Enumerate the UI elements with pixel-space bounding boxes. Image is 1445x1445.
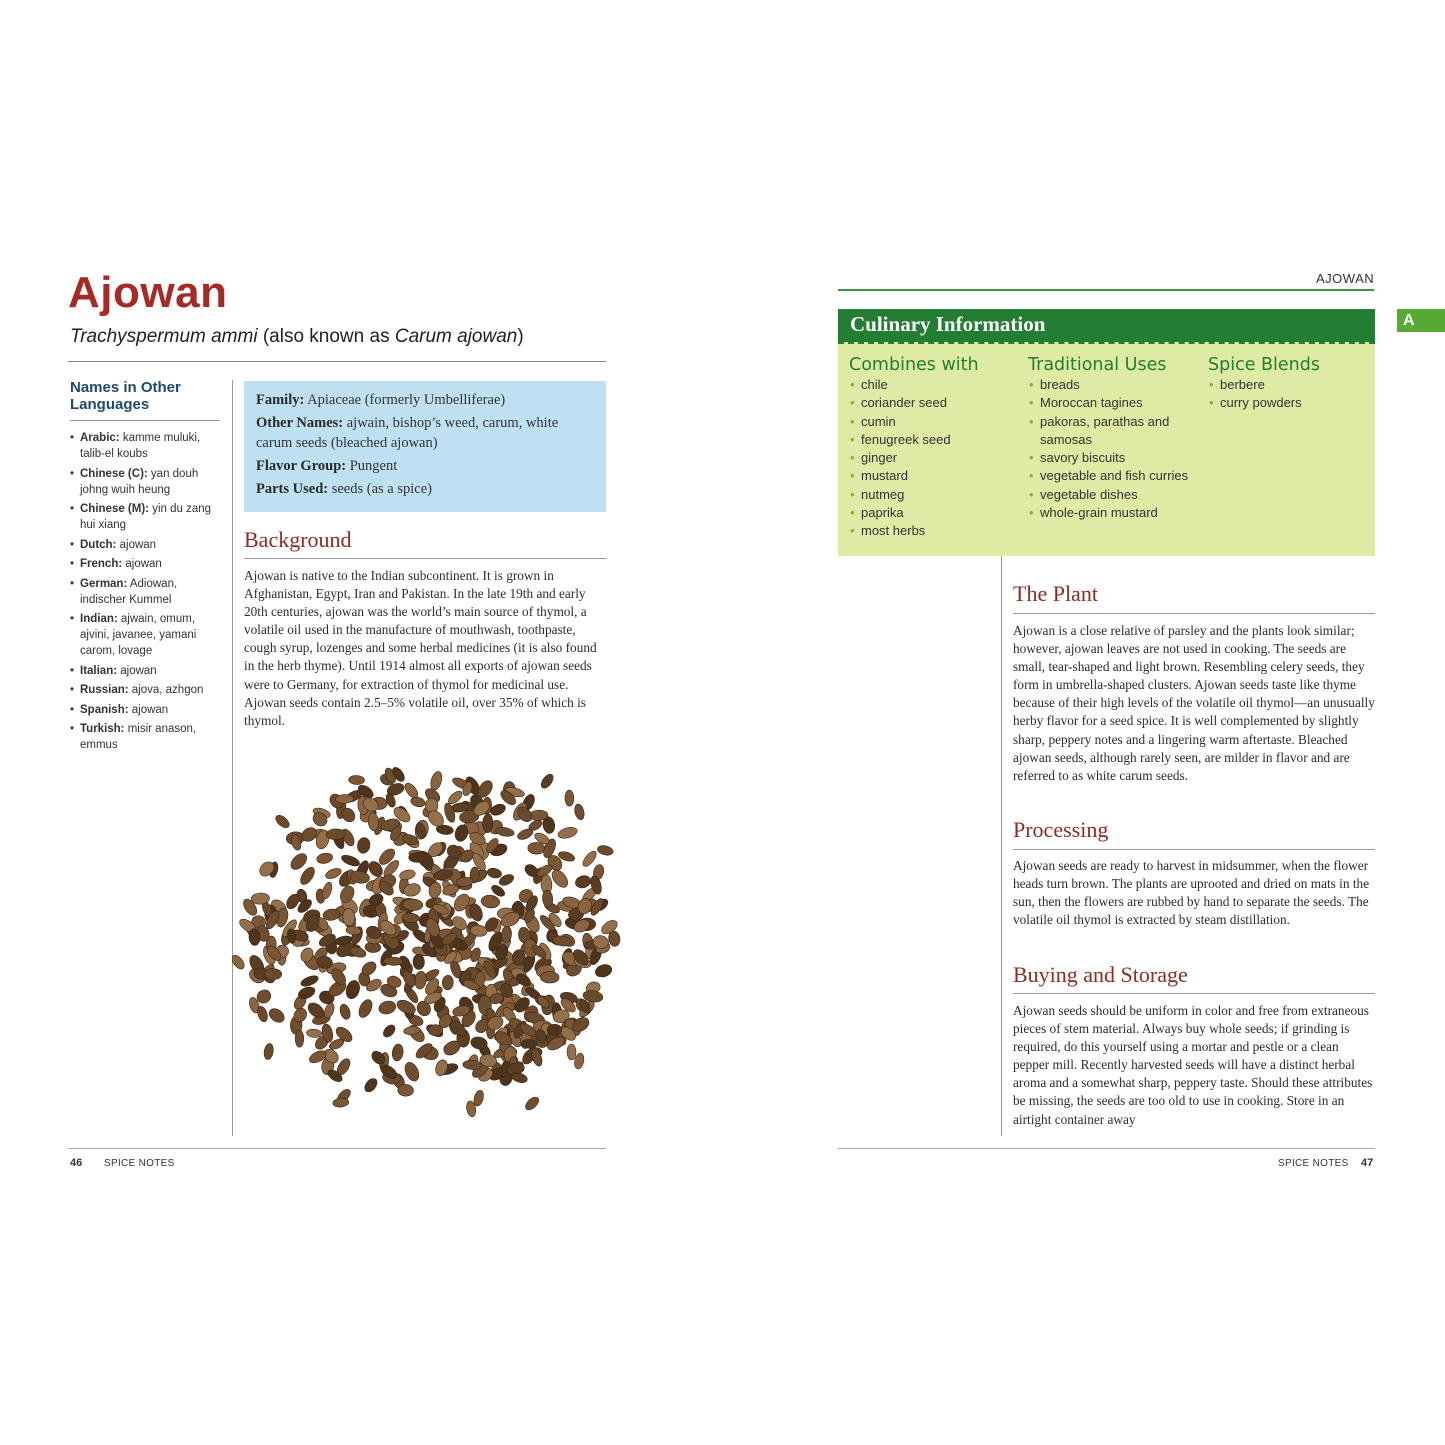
seed-shape xyxy=(362,1076,379,1094)
seed-shape xyxy=(273,813,291,830)
seed-shape xyxy=(263,1043,274,1060)
spice-blends-list xyxy=(1208,376,1368,413)
fact-other-names: Other Names: ajwain, bishop’s weed, carum, white carum seeds (bleached ajowan) xyxy=(256,415,559,451)
list-item: • nutmeg xyxy=(849,486,1019,504)
alphabet-tab: A xyxy=(1397,309,1445,332)
seed-shape xyxy=(549,867,571,890)
seed-shape xyxy=(414,971,427,990)
ajowan-seed-pile-image xyxy=(232,740,642,1120)
list-item: • French: ajowan xyxy=(70,556,220,572)
names-in-other-languages-heading: Names in Other Languages xyxy=(70,379,181,413)
list-item: • vegetable and fish curries xyxy=(1028,467,1198,485)
seed-shape xyxy=(232,953,247,971)
seed-shape xyxy=(573,803,586,821)
footer-label-right: SPICE NOTES xyxy=(1278,1158,1349,1169)
seed-shape xyxy=(348,775,364,785)
list-item: • most herbs xyxy=(849,522,1019,540)
page-number-left: 46 xyxy=(70,1157,83,1169)
seed-shape xyxy=(402,1060,421,1083)
list-item: • Chinese (M): yin du zang hui xiang xyxy=(70,501,220,533)
seed-shape xyxy=(264,968,282,980)
footer-label-left: SPICE NOTES xyxy=(104,1158,175,1169)
scientific-name-end: ) xyxy=(517,326,524,347)
list-item: • Russian: ajova, azhgon xyxy=(70,682,220,698)
combines-with-list xyxy=(849,376,1019,541)
traditional-uses-heading: Traditional Uses xyxy=(1028,355,1167,375)
seed-shape xyxy=(267,1006,287,1025)
seed-shape xyxy=(316,852,334,865)
list-item: • curry powders xyxy=(1208,394,1368,412)
seed-shape xyxy=(567,1044,576,1060)
seed-shape xyxy=(480,894,500,909)
scientific-name-connector: (also known as xyxy=(257,326,395,347)
list-item: • Dutch: ajowan xyxy=(70,537,220,553)
seed-shape xyxy=(581,849,599,869)
seed-shape xyxy=(413,954,425,970)
background-heading-divider xyxy=(244,558,606,559)
seed-shape xyxy=(528,842,546,855)
seed-shape xyxy=(340,853,361,868)
footer-divider-right xyxy=(838,1148,1375,1149)
list-item: • Italian: ajowan xyxy=(70,663,220,679)
seed-shape xyxy=(356,998,374,1020)
list-item: • Turkish: misir anason, emmus xyxy=(70,721,220,753)
fact-parts-used: Parts Used: seeds (as a spice) xyxy=(256,481,432,497)
seed-shape xyxy=(463,1060,482,1070)
seed-shape xyxy=(428,1025,443,1036)
facts-box xyxy=(244,381,606,512)
list-item: • breads xyxy=(1028,376,1198,394)
spice-title: Ajowan xyxy=(68,268,228,317)
plant-text: Ajowan is a close relative of parsley and the plants look similar; however, ajowan leaves are not used in cooking. The seeds are small, tear-shaped and light brown. Resembling celery seeds, they form in umbrella-shaped clusters. Ajowan seeds taste like thyme because of their high levels of the volatile oil thymol—an unusually herby flavor for a seed spice. It is well complemented by slightly sharp, peppery notes and a lingering warm aftertaste. Bleached ajowan seeds, although rarely seen, are milder in flavor and are referred to as white carum seeds. xyxy=(1013,623,1375,783)
seed-shape xyxy=(547,1024,562,1035)
plant-heading-divider xyxy=(1013,613,1375,614)
seed-shape xyxy=(356,837,371,855)
seed-shape xyxy=(495,826,515,838)
list-item: • fenugreek seed xyxy=(849,431,1019,449)
seed-shape xyxy=(299,974,319,989)
list-item: • pakoras, parathas and samosas xyxy=(1028,413,1198,450)
combines-with-heading: Combines with xyxy=(849,355,979,375)
seed-shape xyxy=(332,1097,349,1108)
seed-shape xyxy=(344,979,362,1001)
spice-blends-heading: Spice Blends xyxy=(1208,355,1320,375)
buying-heading-divider xyxy=(1013,993,1375,994)
seed-shape xyxy=(410,796,426,808)
column-divider-right xyxy=(1001,556,1002,1136)
list-item: • Spanish: ajowan xyxy=(70,702,220,718)
running-head-divider xyxy=(838,289,1374,291)
spice-blends-column xyxy=(1208,355,1368,413)
seed-shape xyxy=(539,772,556,790)
seed-shape xyxy=(391,1043,404,1061)
culinary-dashed-divider xyxy=(838,342,1375,344)
seed-shape xyxy=(306,1028,322,1038)
title-divider xyxy=(68,361,606,362)
seed-shape xyxy=(381,1023,397,1040)
list-item: • savory biscuits xyxy=(1028,449,1198,467)
buying-storage-text: Ajowan seeds should be uniform in color and free from extraneous pieces of stem material. Always buy whole seeds; if grinding is required, do this yourself using a mortar and pestle or a clean pepper mill. Recently harvested seeds will have a distinct herbal aroma and a somewhat sharp, peppery taste. Should these attributes be missing, the seeds are too old to use in cooking. Store in an airtight container away xyxy=(1013,1003,1373,1127)
buying-storage-heading: Buying and Storage xyxy=(1013,962,1188,987)
seed-shape xyxy=(540,971,559,983)
culinary-title: Culinary Information xyxy=(850,312,1046,336)
seed-shape xyxy=(542,890,554,908)
list-item: • mustard xyxy=(849,467,1019,485)
seed-shape xyxy=(523,1095,541,1112)
seed-shape xyxy=(594,963,614,979)
scientific-name-alternate: Carum ajowan xyxy=(394,326,518,347)
list-item: • Moroccan tagines xyxy=(1028,394,1198,412)
list-item: • coriander seed xyxy=(849,394,1019,412)
running-head: AJOWAN xyxy=(1316,271,1375,286)
background-text: Ajowan is native to the Indian subcontinent. It is grown in Afghanistan, Egypt, Iran and Pakistan. In the late 19th and early 20th centuries, ajowan was the world’s main source of thymol, a volatile oil used in the manufacture of mouthwash, toothpaste, cough syrup, lozenges and some herbal medicines (it is also found in the herb thyme). Until 1914 almost all exports of ajowan seeds were to Germany, for extraction of thymol for medicinal use. Ajowan seeds contain 2.5–5% volatile oil, over 35% of which is thymol. xyxy=(244,568,597,728)
names-heading-divider xyxy=(70,420,220,421)
list-item: • German: Adiowan, indischer Kummel xyxy=(70,576,220,608)
processing-heading-divider xyxy=(1013,849,1375,850)
seed-shape xyxy=(367,812,379,831)
seed-shape xyxy=(397,1084,413,1097)
list-item: • Arabic: kamme muluki, talib-el koubs xyxy=(70,430,220,462)
fact-flavor-group: Flavor Group: Pungent xyxy=(256,458,398,474)
seed-shape xyxy=(486,867,502,879)
culinary-information-box xyxy=(838,309,1375,556)
list-item: • whole-grain mustard xyxy=(1028,504,1198,522)
scientific-name xyxy=(70,326,524,348)
combines-with-column xyxy=(849,355,1019,541)
list-item: • Indian: ajwain, omum, ajvini, javanee, yamani carom, lovage xyxy=(70,611,220,659)
seed-shape xyxy=(557,825,579,840)
list-item: • berbere xyxy=(1208,376,1368,394)
processing-text: Ajowan seeds are ready to harvest in midsummer, when the flower heads turn brown. The plants are uprooted and dried on mats in the sun, then the flowers are rubbed by hand to separate the seeds. The volatile oil thymol is extracted by steam distillation. xyxy=(1013,858,1370,928)
seed-shape xyxy=(298,865,317,887)
seed-shape xyxy=(377,999,397,1016)
list-item: • vegetable dishes xyxy=(1028,486,1198,504)
footer-divider-left xyxy=(68,1148,606,1149)
seed-shape xyxy=(338,1003,352,1021)
seed-shape xyxy=(429,770,444,791)
traditional-uses-list xyxy=(1028,376,1198,522)
seed-shape xyxy=(596,844,614,857)
list-item: • cumin xyxy=(849,413,1019,431)
processing-heading: Processing xyxy=(1013,817,1109,842)
seed-shape xyxy=(295,1030,304,1047)
seed-shape xyxy=(574,874,592,890)
list-item: • ginger xyxy=(849,449,1019,467)
seed-shape xyxy=(288,851,310,873)
plant-heading: The Plant xyxy=(1013,581,1098,606)
list-item: • chile xyxy=(849,376,1019,394)
scientific-name-primary: Trachyspermum ammi xyxy=(70,326,258,347)
fact-family: Family: Apiaceae (formerly Umbelliferae) xyxy=(256,392,506,408)
names-list xyxy=(70,430,220,757)
background-heading: Background xyxy=(244,527,352,552)
list-item: • paprika xyxy=(849,504,1019,522)
page-number-right: 47 xyxy=(1361,1157,1374,1169)
traditional-uses-column xyxy=(1028,355,1198,522)
seed-shape xyxy=(565,790,574,806)
list-item: • Chinese (C): yan douh johng wuih heung xyxy=(70,466,220,498)
seed-shape xyxy=(442,975,454,990)
